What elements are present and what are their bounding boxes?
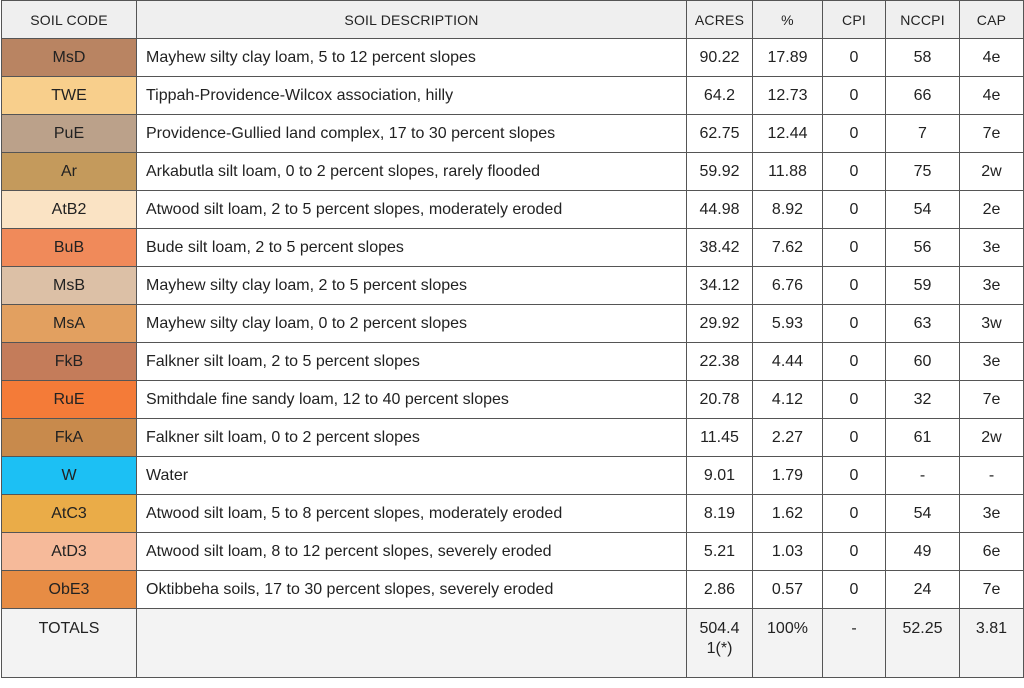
soil-code-cell: MsD	[2, 39, 137, 77]
percent-cell: 4.12	[753, 381, 823, 419]
nccpi-cell: 66	[886, 77, 960, 115]
cpi-cell: 0	[823, 39, 886, 77]
acres-cell: 9.01	[687, 457, 753, 495]
cpi-cell: 0	[823, 571, 886, 609]
header-cpi: CPI	[823, 1, 886, 39]
soil-description-cell: Mayhew silty clay loam, 2 to 5 percent slopes	[137, 267, 687, 305]
soil-description-cell: Smithdale fine sandy loam, 12 to 40 percent slopes	[137, 381, 687, 419]
cap-cell: 2w	[960, 153, 1024, 191]
soil-code-cell: AtB2	[2, 191, 137, 229]
acres-cell: 11.45	[687, 419, 753, 457]
totals-row	[2, 609, 1024, 678]
soil-description-cell: Atwood silt loam, 8 to 12 percent slopes, severely eroded	[137, 533, 687, 571]
soil-code-cell: BuB	[2, 229, 137, 267]
soil-description-cell: Falkner silt loam, 2 to 5 percent slopes	[137, 343, 687, 381]
nccpi-cell: 56	[886, 229, 960, 267]
nccpi-cell: 63	[886, 305, 960, 343]
totals-cpi: -	[823, 609, 886, 678]
acres-cell: 8.19	[687, 495, 753, 533]
header-nccpi: NCCPI	[886, 1, 960, 39]
cpi-cell: 0	[823, 191, 886, 229]
acres-cell: 20.78	[687, 381, 753, 419]
table-row	[2, 495, 1024, 533]
table-row	[2, 77, 1024, 115]
totals-percent: 100%	[753, 609, 823, 678]
percent-cell: 6.76	[753, 267, 823, 305]
nccpi-cell: 54	[886, 495, 960, 533]
cpi-cell: 0	[823, 305, 886, 343]
nccpi-cell: 59	[886, 267, 960, 305]
header-cap: CAP	[960, 1, 1024, 39]
acres-cell: 2.86	[687, 571, 753, 609]
cpi-cell: 0	[823, 153, 886, 191]
totals-nccpi: 52.25	[886, 609, 960, 678]
totals-acres-value: 504.41(*)	[699, 620, 740, 657]
totals-label: TOTALS	[2, 609, 137, 678]
cap-cell: 3e	[960, 267, 1024, 305]
soil-code-cell: AtC3	[2, 495, 137, 533]
soil-description-cell: Atwood silt loam, 2 to 5 percent slopes, moderately eroded	[137, 191, 687, 229]
nccpi-cell: 54	[886, 191, 960, 229]
acres-cell: 22.38	[687, 343, 753, 381]
soil-code-cell: ObE3	[2, 571, 137, 609]
soil-description-cell: Tippah-Providence-Wilcox association, hilly	[137, 77, 687, 115]
nccpi-cell: 60	[886, 343, 960, 381]
percent-cell: 5.93	[753, 305, 823, 343]
header-soil-description: SOIL DESCRIPTION	[137, 1, 687, 39]
table-row	[2, 229, 1024, 267]
soil-description-cell: Water	[137, 457, 687, 495]
percent-cell: 2.27	[753, 419, 823, 457]
soil-description-cell: Bude silt loam, 2 to 5 percent slopes	[137, 229, 687, 267]
table-row	[2, 381, 1024, 419]
totals-description	[137, 609, 687, 678]
nccpi-cell: 75	[886, 153, 960, 191]
soil-code-cell: RuE	[2, 381, 137, 419]
nccpi-cell: 49	[886, 533, 960, 571]
soil-table	[1, 0, 1024, 678]
acres-cell: 62.75	[687, 115, 753, 153]
table-row	[2, 419, 1024, 457]
cpi-cell: 0	[823, 495, 886, 533]
percent-cell: 11.88	[753, 153, 823, 191]
percent-cell: 1.62	[753, 495, 823, 533]
header-row	[2, 1, 1024, 39]
acres-cell: 29.92	[687, 305, 753, 343]
header-percent: %	[753, 1, 823, 39]
percent-cell: 4.44	[753, 343, 823, 381]
percent-cell: 7.62	[753, 229, 823, 267]
cap-cell: 3e	[960, 495, 1024, 533]
nccpi-cell: 24	[886, 571, 960, 609]
soil-code-cell: AtD3	[2, 533, 137, 571]
table-row	[2, 305, 1024, 343]
table-footer	[2, 609, 1024, 678]
acres-cell: 64.2	[687, 77, 753, 115]
nccpi-cell: 61	[886, 419, 960, 457]
cap-cell: 4e	[960, 77, 1024, 115]
cap-cell: 3e	[960, 229, 1024, 267]
cpi-cell: 0	[823, 77, 886, 115]
percent-cell: 17.89	[753, 39, 823, 77]
cap-cell: 2e	[960, 191, 1024, 229]
table-row	[2, 39, 1024, 77]
soil-description-cell: Arkabutla silt loam, 0 to 2 percent slopes, rarely flooded	[137, 153, 687, 191]
nccpi-cell: 32	[886, 381, 960, 419]
soil-description-cell: Oktibbeha soils, 17 to 30 percent slopes, severely eroded	[137, 571, 687, 609]
nccpi-cell: 58	[886, 39, 960, 77]
acres-cell: 59.92	[687, 153, 753, 191]
soil-description-cell: Atwood silt loam, 5 to 8 percent slopes, moderately eroded	[137, 495, 687, 533]
soil-code-cell: Ar	[2, 153, 137, 191]
cpi-cell: 0	[823, 533, 886, 571]
cpi-cell: 0	[823, 457, 886, 495]
cpi-cell: 0	[823, 115, 886, 153]
cap-cell: 7e	[960, 381, 1024, 419]
table-body	[2, 39, 1024, 609]
soil-code-cell: FkB	[2, 343, 137, 381]
soil-code-cell: PuE	[2, 115, 137, 153]
soil-code-cell: MsB	[2, 267, 137, 305]
cpi-cell: 0	[823, 343, 886, 381]
soil-description-cell: Falkner silt loam, 0 to 2 percent slopes	[137, 419, 687, 457]
soil-description-cell: Mayhew silty clay loam, 0 to 2 percent slopes	[137, 305, 687, 343]
table-row	[2, 343, 1024, 381]
cpi-cell: 0	[823, 381, 886, 419]
header-soil-code: SOIL CODE	[2, 1, 137, 39]
acres-cell: 44.98	[687, 191, 753, 229]
soil-code-cell: W	[2, 457, 137, 495]
cpi-cell: 0	[823, 229, 886, 267]
acres-cell: 90.22	[687, 39, 753, 77]
soil-description-cell: Providence-Gullied land complex, 17 to 30 percent slopes	[137, 115, 687, 153]
percent-cell: 12.73	[753, 77, 823, 115]
acres-cell: 5.21	[687, 533, 753, 571]
percent-cell: 0.57	[753, 571, 823, 609]
table-row	[2, 191, 1024, 229]
soil-code-cell: MsA	[2, 305, 137, 343]
percent-cell: 12.44	[753, 115, 823, 153]
acres-cell: 34.12	[687, 267, 753, 305]
header-acres: ACRES	[687, 1, 753, 39]
table-row	[2, 267, 1024, 305]
soil-code-cell: TWE	[2, 77, 137, 115]
table-row	[2, 533, 1024, 571]
soil-code-cell: FkA	[2, 419, 137, 457]
cap-cell: 7e	[960, 115, 1024, 153]
cap-cell: 7e	[960, 571, 1024, 609]
cpi-cell: 0	[823, 419, 886, 457]
percent-cell: 8.92	[753, 191, 823, 229]
percent-cell: 1.03	[753, 533, 823, 571]
acres-cell: 38.42	[687, 229, 753, 267]
soil-description-cell: Mayhew silty clay loam, 5 to 12 percent slopes	[137, 39, 687, 77]
totals-cap: 3.81	[960, 609, 1024, 678]
table-row	[2, 571, 1024, 609]
table-row	[2, 153, 1024, 191]
totals-acres	[687, 609, 753, 678]
cap-cell: 3e	[960, 343, 1024, 381]
nccpi-cell: 7	[886, 115, 960, 153]
cap-cell: -	[960, 457, 1024, 495]
table-header	[2, 1, 1024, 39]
table-row	[2, 457, 1024, 495]
cap-cell: 4e	[960, 39, 1024, 77]
nccpi-cell: -	[886, 457, 960, 495]
percent-cell: 1.79	[753, 457, 823, 495]
cpi-cell: 0	[823, 267, 886, 305]
cap-cell: 2w	[960, 419, 1024, 457]
table-row	[2, 115, 1024, 153]
cap-cell: 6e	[960, 533, 1024, 571]
cap-cell: 3w	[960, 305, 1024, 343]
